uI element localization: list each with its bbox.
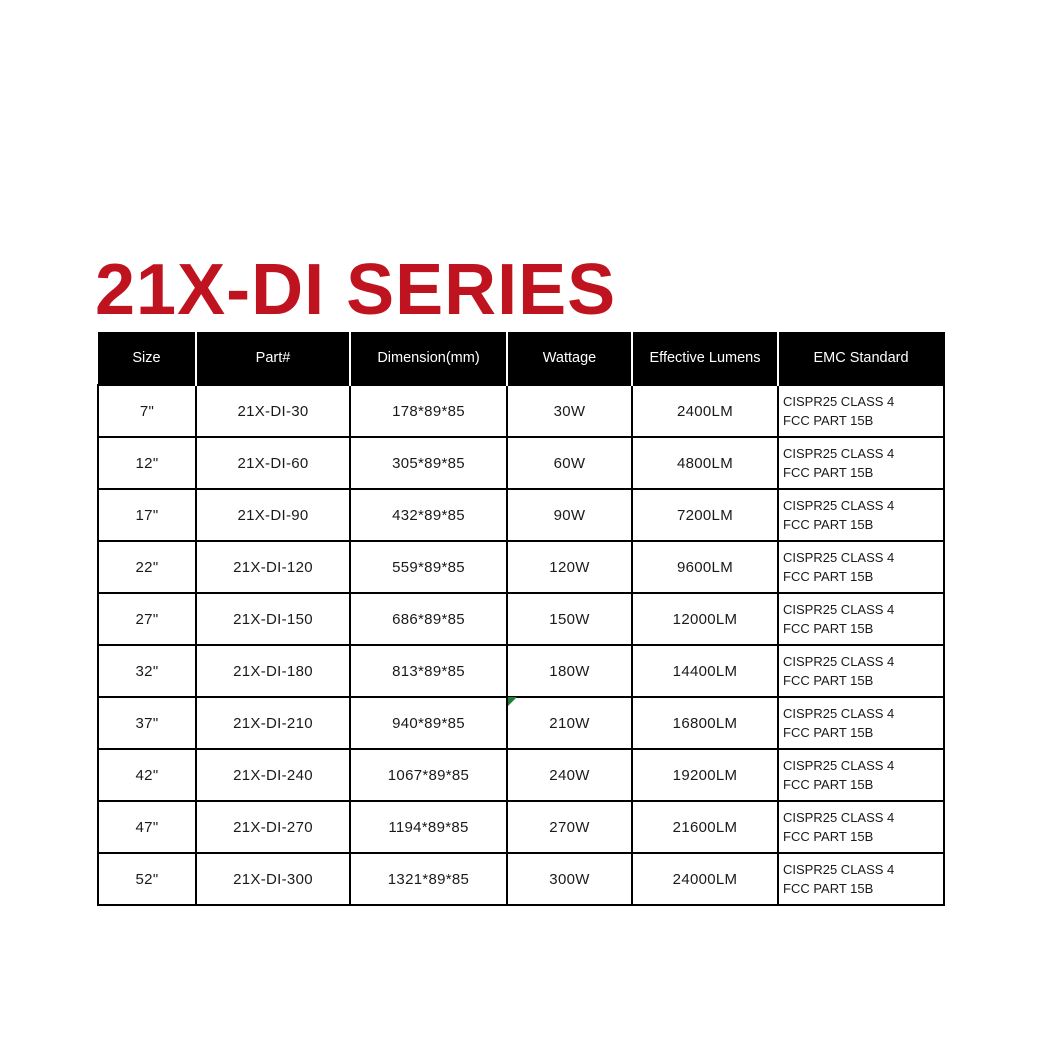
cell-emc [778,749,944,801]
table-body [98,385,944,905]
cell-lumens: 2400LM [632,385,778,437]
column-header-wattage: Wattage [507,332,632,385]
cell-emc [778,541,944,593]
cell-emc [778,801,944,853]
cell-size: 47" [98,801,196,853]
cell-emc [778,645,944,697]
emc-line: FCC PART 15B [783,621,874,636]
cell-lumens: 4800LM [632,437,778,489]
cell-lumens: 14400LM [632,645,778,697]
column-header-part: Part# [196,332,350,385]
spec-table [97,332,945,906]
cell-wattage: 30W [507,385,632,437]
emc-line: CISPR25 CLASS 4 [783,498,895,513]
cell-lumens: 24000LM [632,853,778,905]
column-header-dimension: Dimension(mm) [350,332,507,385]
header-row [98,332,944,385]
column-header-lumens: Effective Lumens [632,332,778,385]
cell-wattage: 90W [507,489,632,541]
cell-dimension: 813*89*85 [350,645,507,697]
emc-line: FCC PART 15B [783,413,874,428]
cell-wattage: 270W [507,801,632,853]
cell-wattage: 240W [507,749,632,801]
emc-line: FCC PART 15B [783,881,874,896]
emc-line: FCC PART 15B [783,725,874,740]
cell-size: 7" [98,385,196,437]
cell-emc [778,593,944,645]
column-header-emc: EMC Standard [778,332,944,385]
cell-wattage: 60W [507,437,632,489]
table-row [98,437,944,489]
cell-wattage: 300W [507,853,632,905]
cell-part: 21X-DI-120 [196,541,350,593]
table-row [98,697,944,749]
emc-line: CISPR25 CLASS 4 [783,862,895,877]
cell-lumens: 9600LM [632,541,778,593]
cell-part: 21X-DI-180 [196,645,350,697]
cell-part: 21X-DI-300 [196,853,350,905]
cell-dimension: 559*89*85 [350,541,507,593]
cell-wattage: 120W [507,541,632,593]
emc-line: CISPR25 CLASS 4 [783,602,895,617]
cell-emc [778,385,944,437]
cell-part: 21X-DI-210 [196,697,350,749]
cell-emc [778,697,944,749]
cell-dimension: 940*89*85 [350,697,507,749]
table-row [98,645,944,697]
cell-part: 21X-DI-60 [196,437,350,489]
emc-line: FCC PART 15B [783,517,874,532]
cell-dimension: 178*89*85 [350,385,507,437]
emc-line: CISPR25 CLASS 4 [783,706,895,721]
cell-size: 12" [98,437,196,489]
cell-wattage: 180W [507,645,632,697]
table-row [98,489,944,541]
cell-wattage: 210W [507,697,632,749]
emc-line: CISPR25 CLASS 4 [783,654,895,669]
cell-emc [778,489,944,541]
table-row [98,801,944,853]
cell-dimension: 432*89*85 [350,489,507,541]
cell-dimension: 1321*89*85 [350,853,507,905]
cell-part: 21X-DI-90 [196,489,350,541]
cell-size: 17" [98,489,196,541]
cell-lumens: 12000LM [632,593,778,645]
cell-size: 22" [98,541,196,593]
cell-part: 21X-DI-240 [196,749,350,801]
table-row [98,385,944,437]
table-row [98,593,944,645]
cell-dimension: 1194*89*85 [350,801,507,853]
emc-line: CISPR25 CLASS 4 [783,446,895,461]
emc-line: CISPR25 CLASS 4 [783,810,895,825]
emc-line: FCC PART 15B [783,465,874,480]
emc-line: FCC PART 15B [783,777,874,792]
emc-line: FCC PART 15B [783,673,874,688]
emc-line: FCC PART 15B [783,829,874,844]
emc-line: CISPR25 CLASS 4 [783,550,895,565]
cell-part: 21X-DI-270 [196,801,350,853]
cell-wattage: 150W [507,593,632,645]
cell-size: 27" [98,593,196,645]
emc-line: FCC PART 15B [783,569,874,584]
cell-lumens: 21600LM [632,801,778,853]
cell-lumens: 19200LM [632,749,778,801]
cell-dimension: 305*89*85 [350,437,507,489]
table-row [98,541,944,593]
cell-dimension: 1067*89*85 [350,749,507,801]
cell-dimension: 686*89*85 [350,593,507,645]
cell-lumens: 16800LM [632,697,778,749]
column-header-size: Size [98,332,196,385]
page-title: 21X-DI SERIES [95,250,617,331]
cell-size: 52" [98,853,196,905]
cell-size: 37" [98,697,196,749]
cell-part: 21X-DI-150 [196,593,350,645]
cell-emc [778,437,944,489]
table-row [98,749,944,801]
cell-lumens: 7200LM [632,489,778,541]
cell-size: 42" [98,749,196,801]
cell-emc [778,853,944,905]
emc-line: CISPR25 CLASS 4 [783,394,895,409]
emc-line: CISPR25 CLASS 4 [783,758,895,773]
cell-part: 21X-DI-30 [196,385,350,437]
cell-size: 32" [98,645,196,697]
table-row [98,853,944,905]
